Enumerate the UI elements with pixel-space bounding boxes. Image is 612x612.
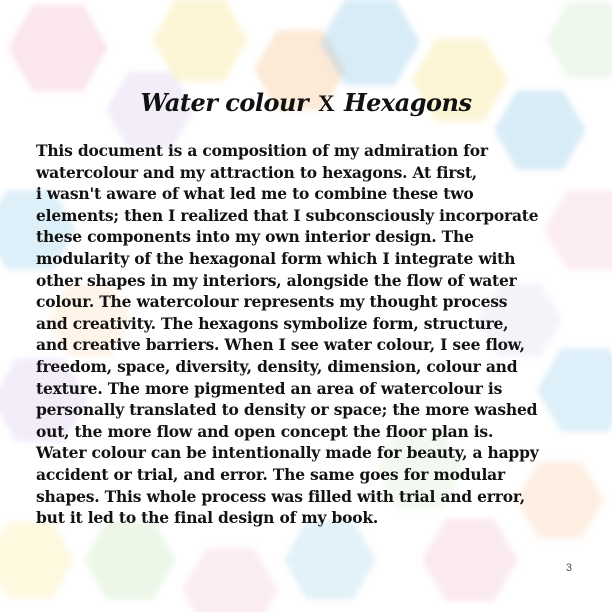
watercolour-hexagon <box>284 520 376 600</box>
body-line: modularity of the hexagonal form which I integrate with <box>36 248 516 268</box>
body-line: accident or trial, and error. The same goes for modular <box>36 464 505 484</box>
watercolour-hexagon <box>84 520 176 600</box>
watercolour-hexagon <box>182 548 278 612</box>
title-part-watercolour: Water colour <box>140 88 309 117</box>
body-line: other shapes in my interiors, alongside the flow of water <box>36 270 517 290</box>
watercolour-hexagon <box>152 0 248 82</box>
watercolour-hexagon <box>546 2 612 78</box>
body-line: these components into my own interior design. The <box>36 227 474 247</box>
body-line: and creative barriers. When I see water colour, I see flow, <box>36 335 525 355</box>
body-line: colour. The watercolour represents my thought process <box>36 292 508 312</box>
body-line: freedom, space, diversity, density, dimension, colour and <box>36 356 518 376</box>
body-line: Water colour can be intentionally made for beauty, a happy <box>36 443 539 463</box>
title-part-hexagons: Hexagons <box>343 88 472 117</box>
body-line: and creativity. The hexagons symbolize form, structure, <box>36 313 509 333</box>
body-line: i wasn't aware of what led me to combine these two <box>36 184 474 204</box>
body-line: This document is a composition of my admiration for <box>36 141 488 160</box>
title-separator: X <box>317 91 335 116</box>
body-line: elements; then I realized that I subconsciously incorporate <box>36 205 539 225</box>
body-line: out, the more flow and open concept the floor plan is. <box>36 421 494 441</box>
body-line: personally translated to density or space; the more washed <box>36 400 538 420</box>
body-line: watercolour and my attraction to hexagons. At first, <box>36 162 478 182</box>
body-line: texture. The more pigmented an area of watercolour is <box>36 378 503 398</box>
watercolour-hexagon <box>8 5 108 92</box>
body-paragraph <box>36 140 581 529</box>
body-line: but it led to the final design of my book. <box>36 508 379 528</box>
page-number: 3 <box>565 562 572 574</box>
body-line: shapes. This whole process was filled with trial and error, <box>36 486 525 506</box>
watercolour-hexagon <box>0 522 74 598</box>
watercolour-hexagon <box>422 518 518 601</box>
page-title <box>0 88 612 117</box>
